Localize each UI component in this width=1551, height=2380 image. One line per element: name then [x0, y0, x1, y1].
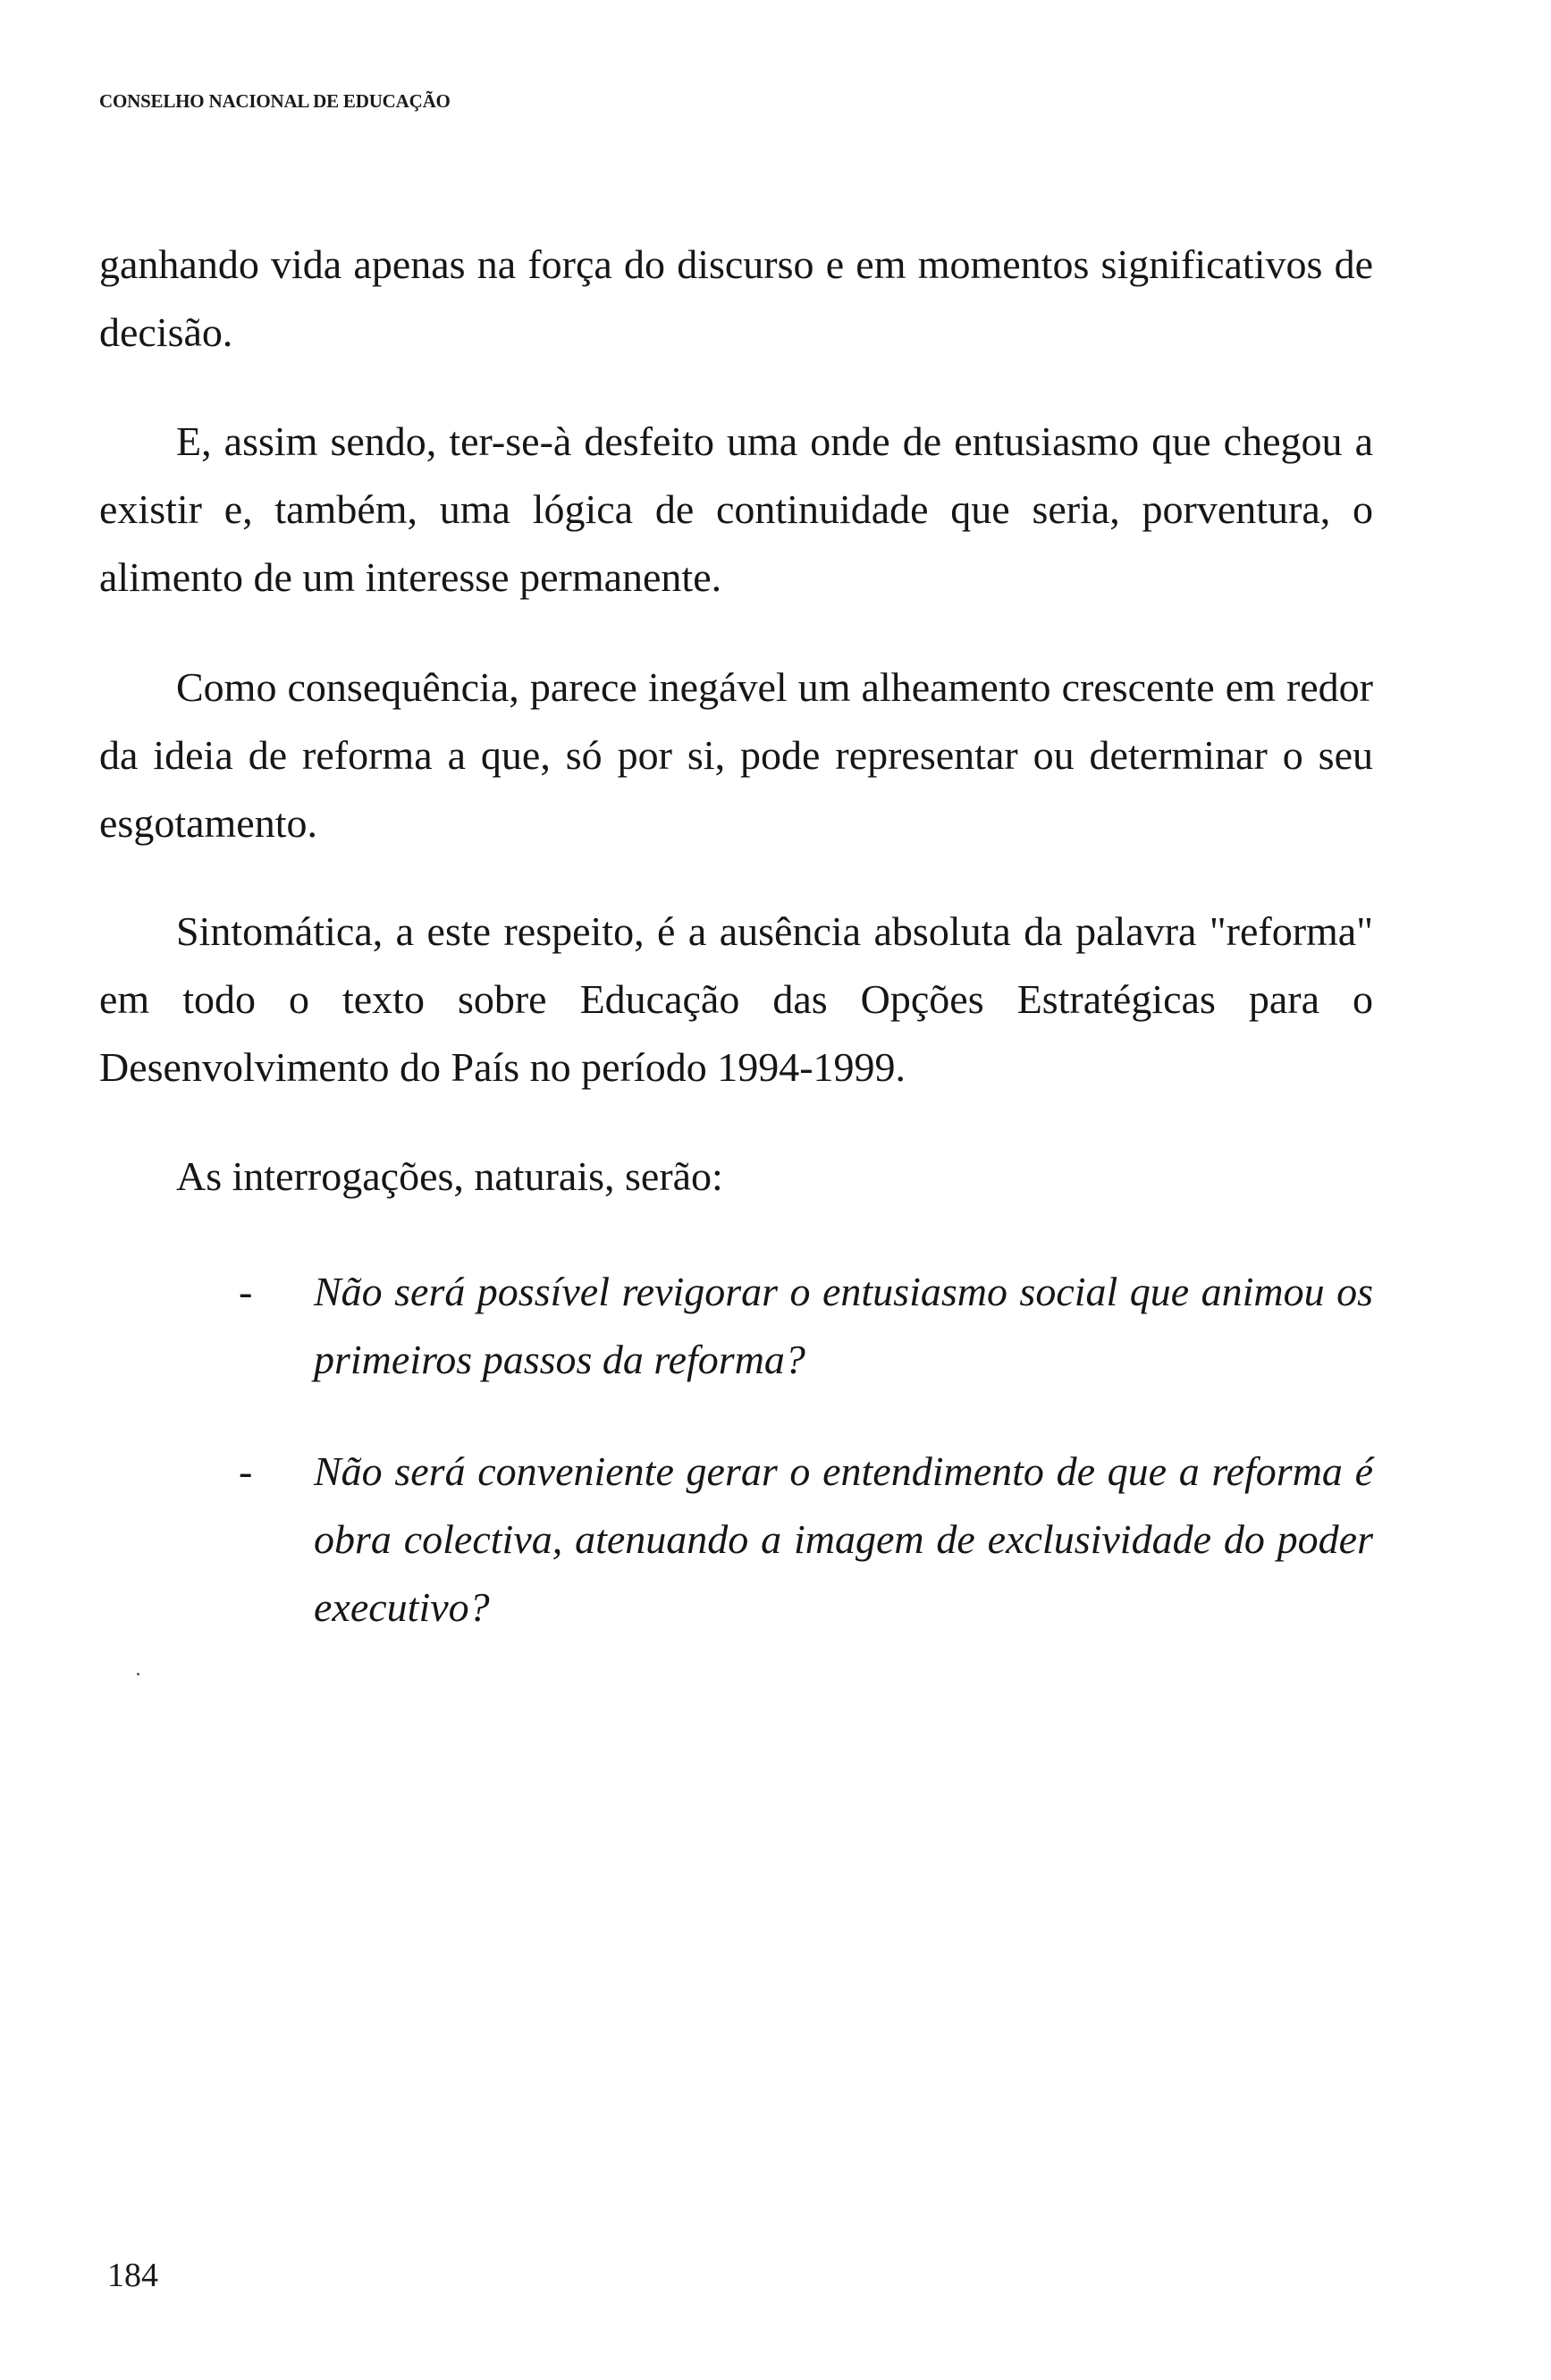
- list-dash-marker: -: [239, 1269, 253, 1314]
- question-text: Não será possível revigorar o entusiasmo social que animou os primeiros passos da reforma?: [314, 1269, 1373, 1382]
- page-number: 184: [107, 2257, 158, 2294]
- scan-speck: [137, 1673, 139, 1675]
- question-list-item: [239, 1438, 1373, 1642]
- paragraph-consequencia: Como consequência, parece inegável um alheamento crescente em redor da ideia de reforma a que, só por si, pode representar ou determinar o seu esgotamento.: [99, 664, 1373, 846]
- question-text: Não será conveniente gerar o entendimento de que a reforma é obra colectiva, atenuando a imagem de exclusividade do poder executivo?: [314, 1448, 1373, 1630]
- question-list-item: [239, 1258, 1373, 1394]
- paragraph-sintomatica: Sintomática, a este respeito, é a ausência absoluta da palavra "reforma" em todo o texto sobre Educação das Opções Estratégicas para o Desenvolvimento do País no período 1994-1999.: [99, 908, 1373, 1090]
- list-dash-marker: -: [239, 1448, 253, 1494]
- paragraph-interrogacoes-intro: As interrogações, naturais, serão:: [176, 1153, 723, 1199]
- running-header: CONSELHO NACIONAL DE EDUCAÇÃO: [99, 90, 451, 112]
- paragraph-continuation: ganhando vida apenas na força do discurso e em momentos significativos de decisão.: [99, 241, 1373, 355]
- paragraph-entusiasmo: E, assim sendo, ter-se-à desfeito uma onde de entusiasmo que chegou a existir e, também, uma lógica de continuidade que seria, porventura, o alimento de um interesse permanente.: [99, 418, 1373, 600]
